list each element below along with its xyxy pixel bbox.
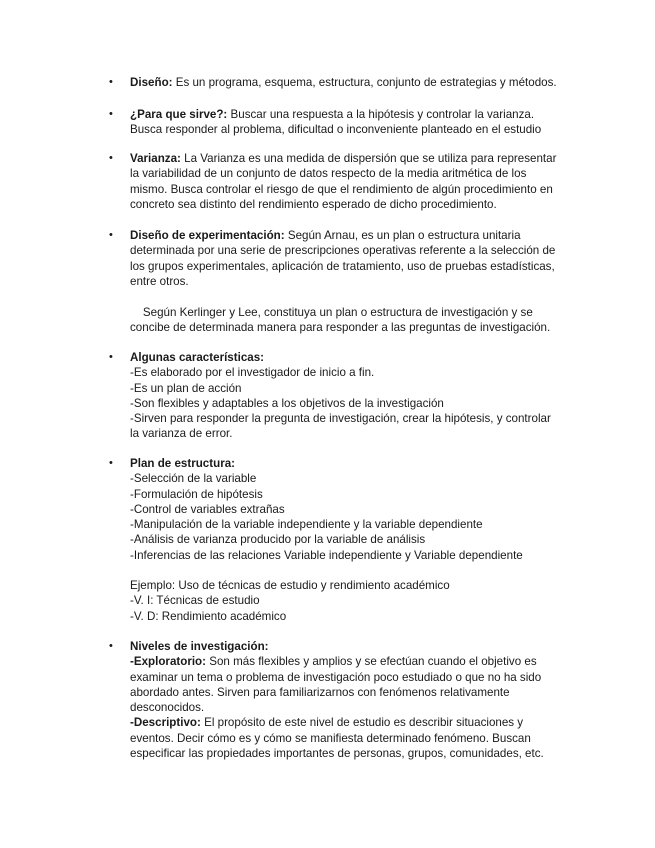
text-line [130, 700, 580, 715]
text-line [130, 731, 580, 746]
text-line [130, 365, 580, 380]
text-line [130, 122, 580, 137]
line-text: -Control de variables extrañas [130, 502, 285, 516]
line-text: Es un programa, esquema, estructura, conjunto de estrategias y métodos. [172, 76, 557, 89]
line-text: -Es un plan de acción [130, 381, 242, 395]
paragraph-ejemplo [130, 578, 580, 624]
line-text: Ejemplo: Uso de técnicas de estudio y rendimiento académico [130, 579, 450, 592]
text-line [130, 228, 580, 243]
line-text: mismo. Busca controlar el riesgo de que el rendimiento de algún procedimiento en [130, 182, 553, 196]
bold-term: Plan de estructura: [130, 457, 236, 470]
line-text: -Formulación de hipótesis [130, 487, 263, 501]
bullet-item-diseno [109, 75, 580, 90]
line-text: -Sirven para responder la pregunta de investigación, crear la hipótesis, y controlar [130, 412, 551, 426]
text-line [130, 197, 580, 212]
text-line [130, 396, 580, 411]
bold-term: Algunas características: [130, 351, 265, 364]
bullet-item-plan-estructura [109, 456, 580, 563]
bold-term: Diseño de experimentación: [130, 229, 285, 242]
text-line [130, 411, 580, 426]
text-line [130, 502, 580, 517]
text-line [130, 426, 580, 441]
line-text: -Análisis de varianza producido por la variable de análisis [130, 533, 426, 547]
line-text: examinar un tema o problema de investigación poco estudiado o que no ha sido [130, 670, 542, 684]
text-line [130, 609, 580, 624]
bullet-marker: • [109, 457, 113, 469]
bullet-marker: • [109, 229, 113, 241]
bullet-item-niveles-investigacion [109, 639, 580, 761]
line-text: eventos. Decir cómo es y cómo se manifiesta determinado fenómeno. Buscan [130, 731, 531, 745]
bullet-marker: • [109, 76, 113, 88]
line-text: la varianza de error. [130, 427, 233, 441]
line-text: -Selección de la variable [130, 472, 257, 486]
text-line [130, 381, 580, 396]
line-text: concibe de determinada manera para responder a las preguntas de investigación. [130, 321, 551, 335]
text-line [130, 305, 580, 320]
line-text: Busca responder al problema, dificultad o inconveniente planteado en el estudio [130, 123, 542, 137]
bold-term: -Descriptivo: [130, 716, 201, 730]
text-line [130, 274, 580, 289]
line-text: especificar las propiedades importantes de personas, grupos, comunidades, etc. [130, 747, 544, 761]
line-text: -Son flexibles y adaptables a los objetivos de la investigación [130, 396, 444, 410]
line-text: la variabilidad de un conjunto de datos respecto de la media aritmética de los [130, 167, 527, 181]
line-text: concreto sea distinto del rendimiento esperado de dicho procedimiento. [130, 197, 497, 211]
text-line [130, 715, 580, 730]
text-line [130, 578, 580, 593]
line-text: abordado antes. Sirven para familiarizarnos con fenómenos relativamente [130, 685, 510, 699]
line-text: -V. D: Rendimiento académico [130, 609, 287, 623]
line-text: Según Arnau, es un plan o estructura unitaria [284, 229, 521, 242]
bold-term: ¿Para que sirve?: [130, 108, 228, 121]
line-text: -Es elaborado por el investigador de inicio a fin. [130, 366, 375, 380]
text-line [130, 243, 580, 258]
line-text: Buscar una respuesta a la hipótesis y controlar la varianza. [227, 108, 535, 121]
line-text: desconocidos. [130, 701, 205, 715]
text-line [130, 685, 580, 700]
text-line [130, 259, 580, 274]
bullet-item-diseno-experimentacion [109, 228, 580, 289]
text-line [130, 746, 580, 761]
text-line [130, 670, 580, 685]
text-line [130, 107, 580, 122]
text-line [130, 593, 580, 608]
text-line [130, 166, 580, 181]
bullet-marker: • [109, 152, 113, 164]
line-text: -V. I: Técnicas de estudio [130, 594, 260, 608]
bold-term: Diseño: [130, 76, 173, 89]
text-line [130, 532, 580, 547]
line-text: los grupos experimentales, aplicación de tratamiento, uso de pruebas estadísticas, [130, 259, 555, 273]
text-line [130, 487, 580, 502]
line-text: entre otros. [130, 274, 189, 288]
text-line [130, 350, 580, 365]
text-line [130, 471, 580, 486]
line-text: Según Kerlinger y Lee, constituya un plan o estructura de investigación y se [130, 306, 533, 319]
bold-term: Varianza: [130, 152, 181, 165]
line-text: -Manipulación de la variable independiente y la variable dependiente [130, 518, 483, 532]
text-line [130, 151, 580, 166]
line-text: Son más flexibles y amplios y se efectúan cuando el objetivo es [206, 655, 537, 669]
bold-term: -Exploratorio: [130, 655, 207, 669]
text-line [130, 548, 580, 563]
bold-term: Niveles de investigación: [130, 640, 269, 653]
text-line [130, 456, 580, 471]
bullet-marker: • [109, 351, 113, 363]
text-line [130, 654, 580, 669]
bullet-marker: • [109, 108, 113, 120]
text-line [130, 320, 580, 335]
bullet-marker: • [109, 640, 113, 652]
bullet-item-para-que-sirve [109, 107, 580, 138]
line-text: El propósito de este nivel de estudio es describir situaciones y [200, 716, 524, 730]
line-text: determinada por una serie de prescripciones operativas referente a la selección de [130, 244, 556, 258]
paragraph-kerlinger [130, 305, 580, 336]
line-text: La Varianza es una medida de dispersión que se utiliza para representar [180, 152, 557, 165]
text-line [130, 517, 580, 532]
text-line [130, 639, 580, 654]
text-line [130, 182, 580, 197]
text-line [130, 75, 580, 90]
bullet-item-caracteristicas [109, 350, 580, 442]
line-text: -Inferencias de las relaciones Variable independiente y Variable dependiente [130, 548, 523, 562]
bullet-item-varianza [109, 151, 580, 212]
